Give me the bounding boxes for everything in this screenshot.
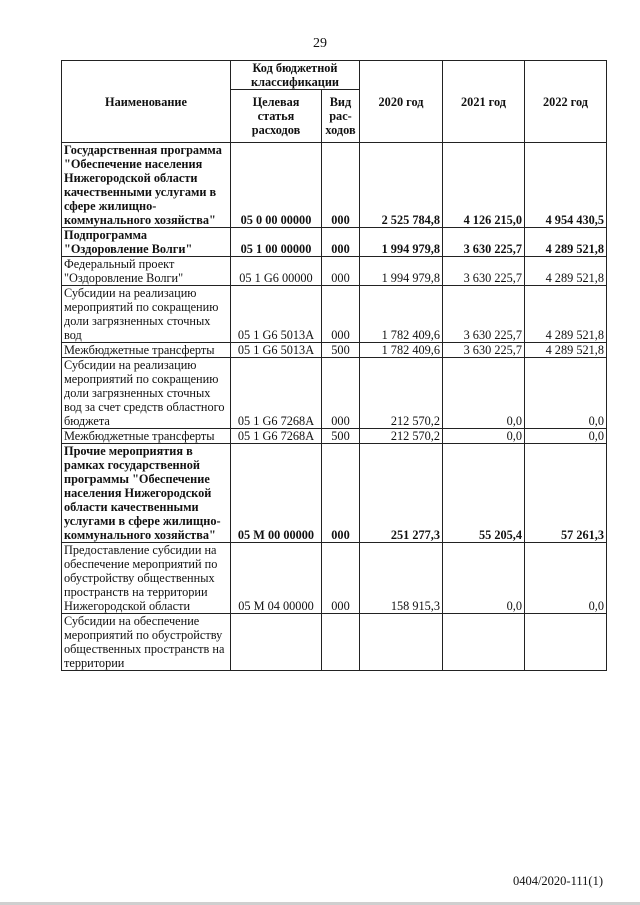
row-amount-2021: 3 630 225,7 [443,343,525,358]
table-row [62,228,607,257]
row-amount-2021 [443,614,525,671]
row-amount-2022: 4 289 521,8 [525,257,607,286]
row-expense-kind: 000 [322,286,360,343]
table-row [62,543,607,614]
header-kbk: Код бюджетной классификации [231,61,360,90]
row-name: Субсидии на обеспечение мероприятий по обустройству общественных пространств на территории [62,614,231,671]
table-row [62,358,607,429]
row-name: Прочие мероприятия в рамках государственной программы "Обеспечение населения Нижегородской области качественными услугами в сфере жилищно-коммунального хозяйства" [62,444,231,543]
row-amount-2022: 4 954 430,5 [525,143,607,228]
row-amount-2020: 1 994 979,8 [360,257,443,286]
row-amount-2021: 4 126 215,0 [443,143,525,228]
row-target-code: 05 М 04 00000 [231,543,322,614]
row-target-code: 05 1 G6 00000 [231,257,322,286]
row-expense-kind: 000 [322,257,360,286]
document-code: 0404/2020-111(1) [512,874,603,888]
row-amount-2021: 0,0 [443,358,525,429]
table-body [62,143,607,671]
row-expense-kind: 000 [322,228,360,257]
header-target-article: Целевая статья расходов [231,90,322,143]
row-amount-2020: 1 994 979,8 [360,228,443,257]
header-expense-kind: Вид рас- ходов [322,90,360,143]
header-2020: 2020 год [360,61,443,143]
page-number: 29 [313,36,327,51]
row-target-code: 05 1 G6 5013A [231,286,322,343]
row-amount-2020: 212 570,2 [360,358,443,429]
row-amount-2021: 3 630 225,7 [443,257,525,286]
table-row [62,444,607,543]
row-target-code: 05 1 00 00000 [231,228,322,257]
header-2021: 2021 год [443,61,525,143]
row-name: Межбюджетные трансферты [62,429,231,444]
row-amount-2021: 0,0 [443,543,525,614]
row-amount-2020: 212 570,2 [360,429,443,444]
row-amount-2022: 0,0 [525,543,607,614]
row-name: Государственная программа "Обеспечение населения Нижегородской области качественными услугами в сфере жилищно-коммунального хозяйства" [62,143,231,228]
row-amount-2020: 251 277,3 [360,444,443,543]
row-name: Субсидии на реализацию мероприятий по сокращению доли загрязненных сточных вод за счет средств областного бюджета [62,358,231,429]
row-amount-2020: 1 782 409,6 [360,286,443,343]
row-target-code: 05 М 00 00000 [231,444,322,543]
row-amount-2020 [360,614,443,671]
row-amount-2022: 4 289 521,8 [525,228,607,257]
row-target-code: 05 1 G6 7268A [231,358,322,429]
header-2022: 2022 год [525,61,607,143]
row-amount-2020: 158 915,3 [360,543,443,614]
row-amount-2020: 2 525 784,8 [360,143,443,228]
row-target-code: 05 0 00 00000 [231,143,322,228]
row-name: Федеральный проект "Оздоровление Волги" [62,257,231,286]
row-amount-2022: 4 289 521,8 [525,286,607,343]
header-name: Наименование [62,61,231,143]
row-expense-kind: 000 [322,358,360,429]
table-row [62,286,607,343]
row-name: Предоставление субсидии на обеспечение мероприятий по обустройству общественных пространств на территории Нижегородской области [62,543,231,614]
row-expense-kind: 000 [322,143,360,228]
row-amount-2022: 57 261,3 [525,444,607,543]
row-amount-2021: 3 630 225,7 [443,286,525,343]
table-row [62,429,607,444]
row-expense-kind [322,614,360,671]
row-amount-2022: 4 289 521,8 [525,343,607,358]
row-expense-kind: 500 [322,429,360,444]
row-name: Межбюджетные трансферты [62,343,231,358]
row-amount-2022: 0,0 [525,429,607,444]
row-name: Субсидии на реализацию мероприятий по сокращению доли загрязненных сточных вод [62,286,231,343]
row-target-code: 05 1 G6 7268A [231,429,322,444]
row-expense-kind: 000 [322,543,360,614]
row-expense-kind: 000 [322,444,360,543]
row-amount-2021: 3 630 225,7 [443,228,525,257]
table-row [62,343,607,358]
row-target-code [231,614,322,671]
row-name: Подпрограмма "Оздоровление Волги" [62,228,231,257]
table-row [62,614,607,671]
row-amount-2022 [525,614,607,671]
row-amount-2022: 0,0 [525,358,607,429]
budget-table [61,60,607,671]
table-row [62,143,607,228]
table-row [62,257,607,286]
row-amount-2021: 55 205,4 [443,444,525,543]
row-amount-2021: 0,0 [443,429,525,444]
row-target-code: 05 1 G6 5013A [231,343,322,358]
row-amount-2020: 1 782 409,6 [360,343,443,358]
row-expense-kind: 500 [322,343,360,358]
